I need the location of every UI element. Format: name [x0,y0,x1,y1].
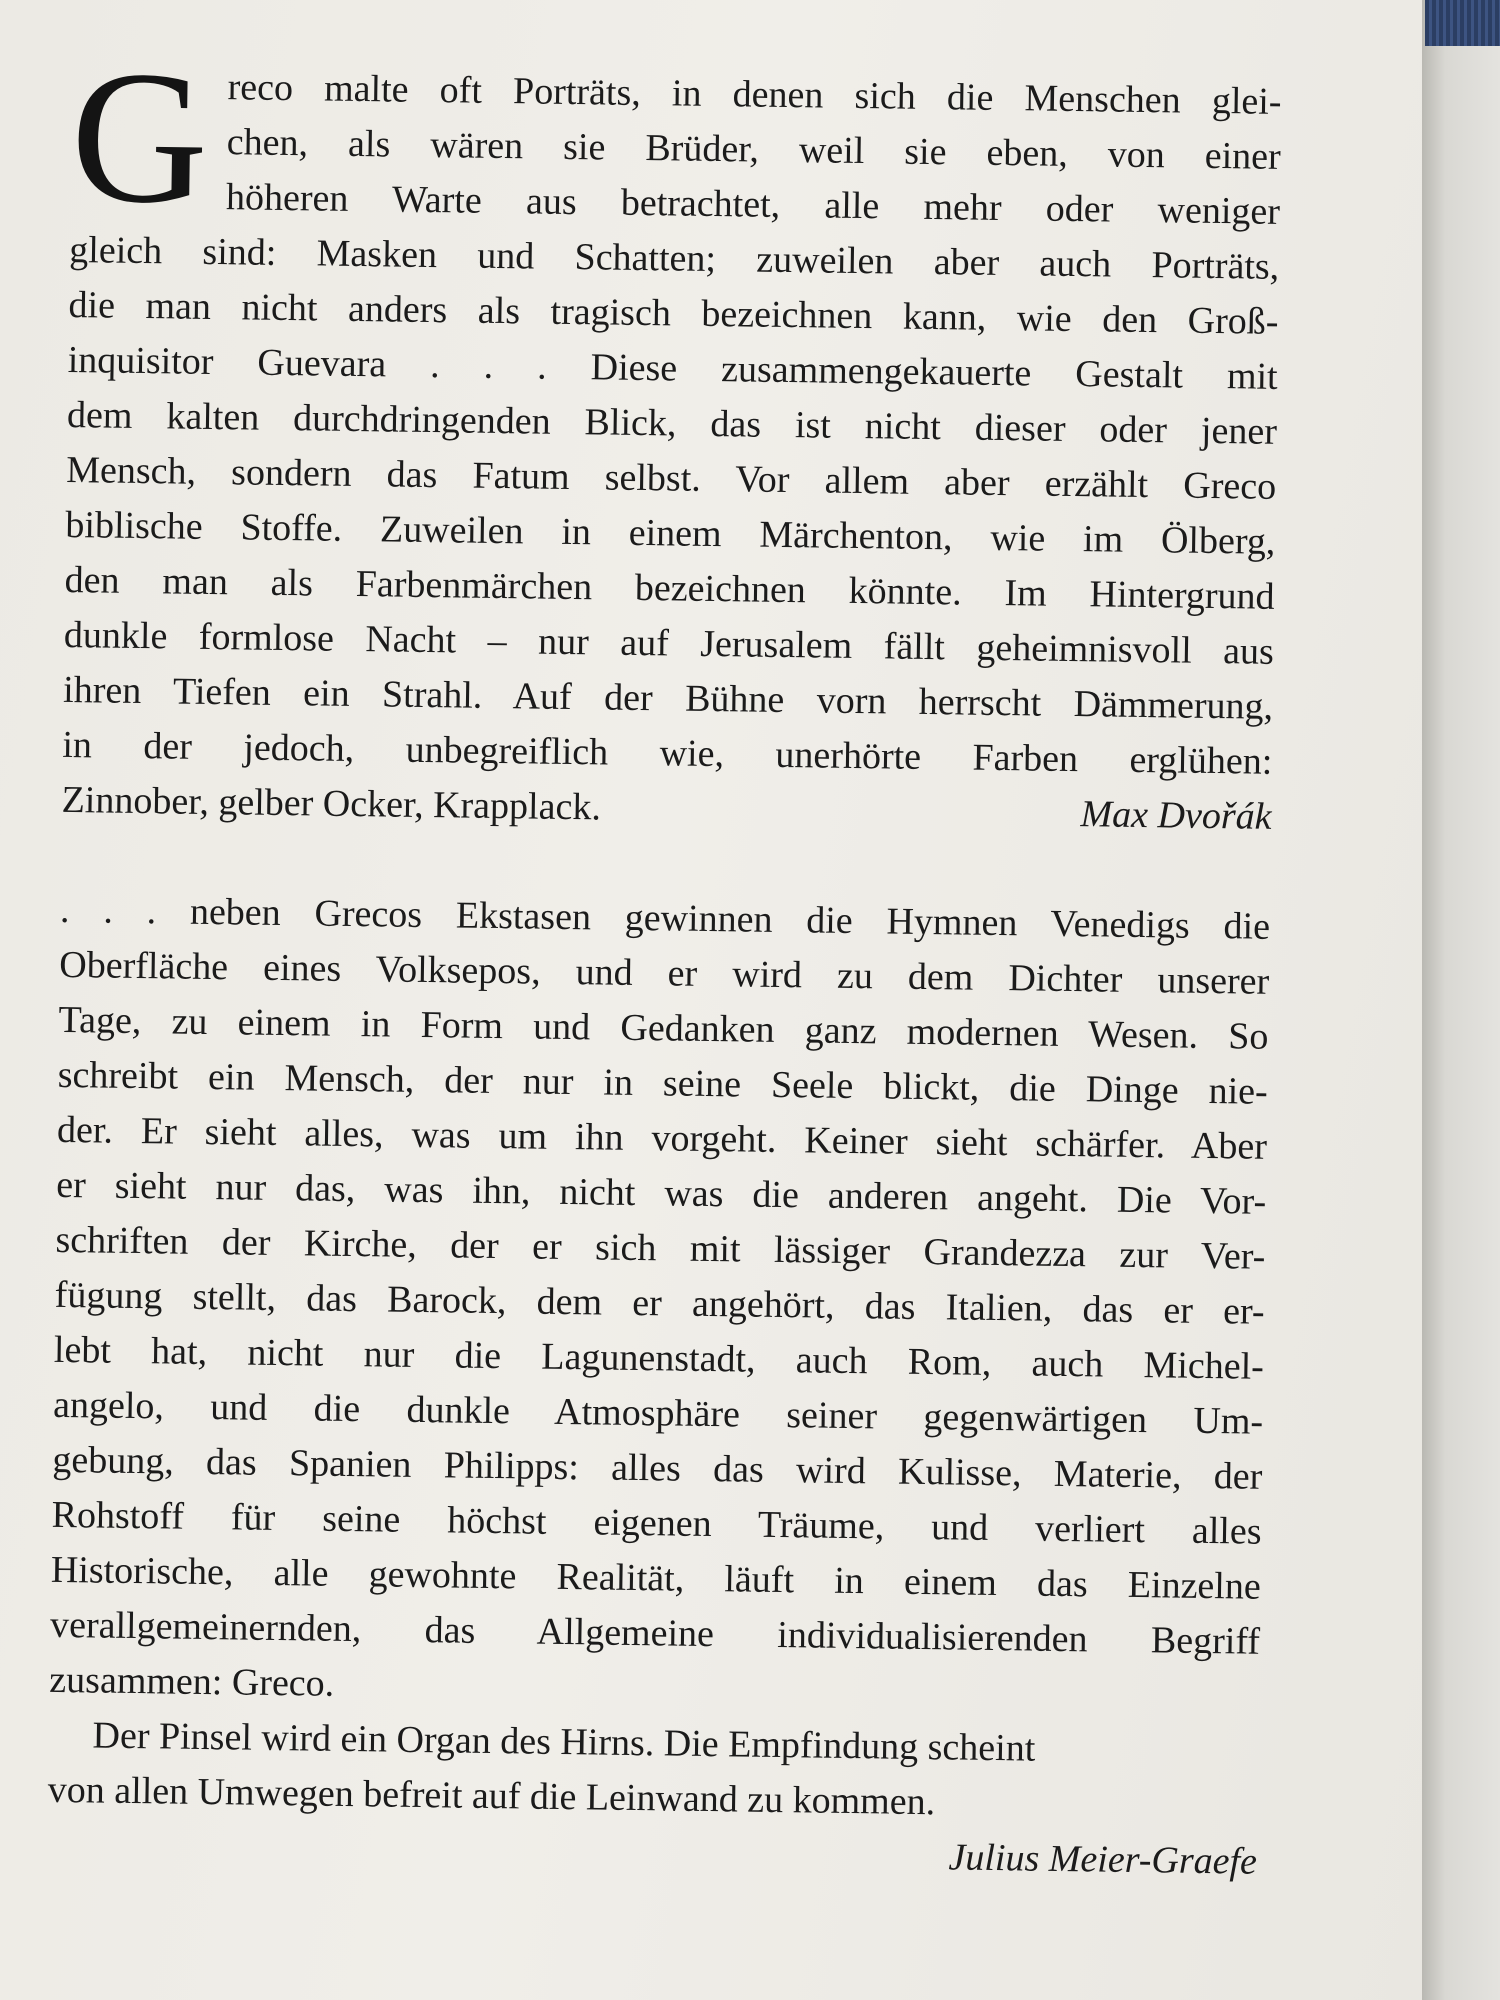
quote-line: ihren Tiefen ein Strahl. Auf der Bühne vorn herrscht Dämmerung, [62,668,1274,728]
quote-line: in der jedoch, unbegreiflich wie, unerhörte Farben erglühen: [62,723,1273,783]
quote-line: von allen Umwegen befreit auf die Leinwand zu kommen. [47,1768,936,1824]
quote-line: angelo, und die dunkle Atmosphäre seiner gegenwärtigen Um- [52,1383,1264,1443]
quote-meier-graefe-continued [47,1708,1259,1890]
quote-line: dem kalten durchdringenden Blick, das ist nicht dieser oder jener [66,393,1278,453]
quote-line: höheren Warte aus betrachtet, alle mehr oder weniger [225,176,1281,233]
quote-line: inquisitor Guevara . . . Diese zusammengekauerte Gestalt mit [67,338,1278,398]
drop-cap: G [69,32,210,244]
quote-line: Rohstoff für seine höchst eigenen Träume, und verliert alles [51,1493,1262,1553]
quote-line: biblische Stoffe. Zuweilen in einem Märchenton, wie im Ölberg, [65,503,1276,563]
quote-line: dunkle formlose Nacht – nur auf Jerusalem fällt geheimnisvoll aus [63,613,1275,673]
page-edge [1422,0,1500,2000]
quote-line: gebung, das Spanien Philipps: alles das wird Kulisse, Materie, der [52,1438,1263,1498]
quote-line: fügung stellt, das Barock, dem er angehört, das Italien, das er er- [54,1273,1265,1333]
quote-line: schriften der Kirche, der er sich mit lässiger Grandezza zur Ver- [55,1218,1266,1278]
quote-line: den man als Farbenmärchen bezeichnen könnte. Im Hintergrund [64,558,1275,618]
book-cover-strip [1425,0,1500,46]
quote-line: lebt hat, nicht nur die Lagunenstadt, auch Rom, auch Michel- [53,1328,1265,1388]
author-meier-graefe: Julius Meier-Graefe [948,1836,1258,1883]
quote-line: . . . neben Grecos Ekstasen gewinnen die Hymnen Venedigs die [59,888,1271,948]
quote-line: er sieht nur das, was ihn, nicht was die anderen angeht. Die Vor- [55,1163,1267,1223]
quote-line: verallgemeinernden, das Allgemeine individualisierenden Begriff [49,1603,1261,1663]
quote-line: Zinnober, gelber Ocker, Krapplack. [61,778,602,829]
quote-line: chen, als wären sie Brüder, weil sie eben, von einer [226,121,1282,178]
quote-line: Historische, alle gewohnte Realität, läuft in einem das Einzelne [50,1548,1262,1608]
quote-line: Oberfläche eines Volksepos, und er wird zu dem Dichter unserer [59,943,1270,1003]
quote-line: gleich sind: Masken und Schatten; zuweilen aber auch Porträts, [69,228,1280,288]
quote-line: reco malte oft Porträts, in denen sich die Menschen glei- [227,66,1282,123]
text-block [47,32,1282,1890]
author-dvorak: Max Dvořák [1080,793,1272,838]
quote-line: die man nicht anders als tragisch bezeichnen kann, wie den Groß- [68,283,1279,343]
quote-line: Tage, zu einem in Form und Gedanken ganz modernen Wesen. So [58,998,1269,1058]
quote-meier-graefe [49,883,1270,1725]
quote-line: schreibt ein Mensch, der nur in seine Seele blickt, die Dinge nie- [57,1053,1268,1113]
quote-line: Mensch, sondern das Fatum selbst. Vor allem aber erzählt Greco [65,448,1277,508]
quote-dvorak [61,32,1282,845]
quote-line: Der Pinsel wird ein Organ des Hirns. Die Empfindung scheint [92,1714,1036,1770]
quote-line: der. Er sieht alles, was um ihn vorgeht. Keiner sieht schärfer. Aber [56,1108,1268,1168]
quote-line: zusammen: Greco. [49,1658,335,1705]
